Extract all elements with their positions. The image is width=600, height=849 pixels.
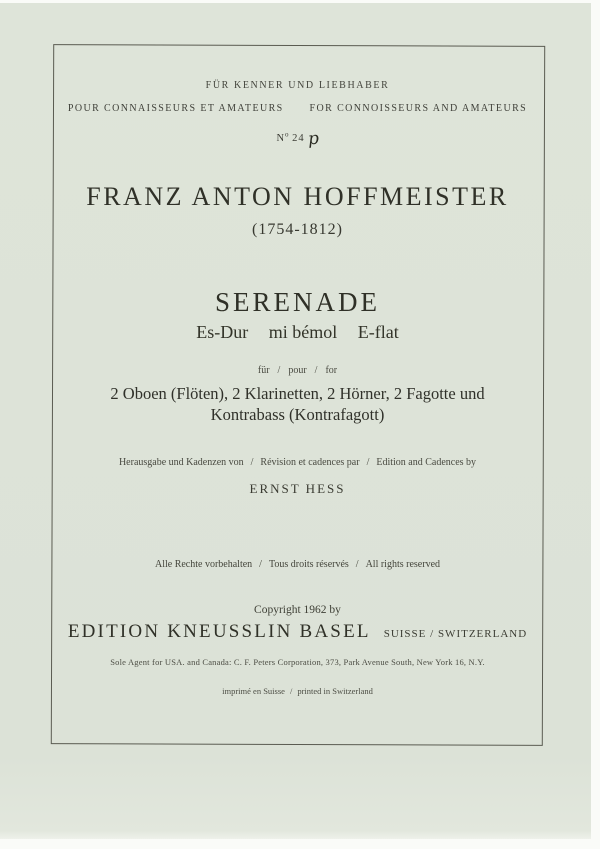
catalog-number-superscript: o (285, 130, 289, 139)
publisher-name: EDITION KNEUSSLIN BASEL (67, 621, 371, 642)
slash-separator: / (250, 457, 254, 468)
for-word-french: pour (288, 365, 307, 376)
printed-french: imprimé en Suisse (222, 686, 285, 696)
series-motto-row (53, 103, 542, 114)
slash-separator: / (277, 365, 281, 376)
copyright-line: Copyright 1962 by (254, 604, 341, 616)
editor-name: ERNST HESS (249, 481, 346, 496)
editor-credit-french: Révision et cadences par (260, 457, 360, 468)
editor-credit-english: Edition and Cadences by (376, 457, 477, 468)
editor-credit-row (53, 457, 542, 468)
slash-separator: / (259, 559, 262, 570)
editor-credit-german: Herausgabe und Kadenzen von (118, 457, 244, 468)
work-title: SERENADE (215, 287, 380, 317)
series-motto-german: FÜR KENNER UND LIEBHABER (205, 80, 390, 91)
rights-german: Alle Rechte vorbehalten (154, 559, 253, 570)
printed-english: printed in Switzerland (297, 686, 373, 696)
key-english: E-flat (357, 322, 399, 342)
slash-separator: / (314, 365, 318, 376)
key-french: mi bémol (268, 322, 338, 342)
series-motto-french: POUR CONNAISSEURS ET AMATEURS (67, 103, 284, 114)
slash-separator: / (355, 559, 359, 570)
publisher-country: SUISSE / SWITZERLAND (383, 628, 528, 640)
publisher-row (53, 621, 542, 643)
for-word-row (53, 365, 542, 376)
sole-agent-line: Sole Agent for USA. and Canada: C. F. Peters Corporation, 373, Park Avenue South, New York 16, N.Y. (110, 657, 485, 667)
printed-in-row (53, 686, 542, 696)
catalog-number-value: 24 (292, 133, 305, 144)
slash-separator: / (366, 457, 370, 468)
key-designations-row (53, 322, 542, 343)
composer-dates: (1754-1812) (252, 221, 343, 238)
composer-name: FRANZ ANTON HOFFMEISTER (86, 182, 509, 211)
series-motto-english: FOR CONNOISSEURS AND AMATEURS (309, 103, 528, 114)
slash-separator: / (289, 686, 293, 696)
instrumentation-line-2: Kontrabass (Kontrafagott) (210, 405, 385, 424)
rights-reserved-row (53, 559, 542, 570)
catalog-number-prefix: N (276, 133, 286, 144)
for-word-english: for (325, 365, 338, 376)
rights-french: Tous droits réservés (268, 559, 349, 570)
rights-english: All rights reserved (365, 559, 441, 570)
handwritten-pencil-annotation: p (306, 128, 320, 150)
catalog-number-line (53, 126, 542, 150)
key-german: Es-Dur (196, 322, 249, 342)
instrumentation-line-1: 2 Oboen (Flöten), 2 Klarinetten, 2 Hörner, 2 Fagotte und (110, 384, 485, 403)
for-word-german: für (257, 365, 270, 376)
